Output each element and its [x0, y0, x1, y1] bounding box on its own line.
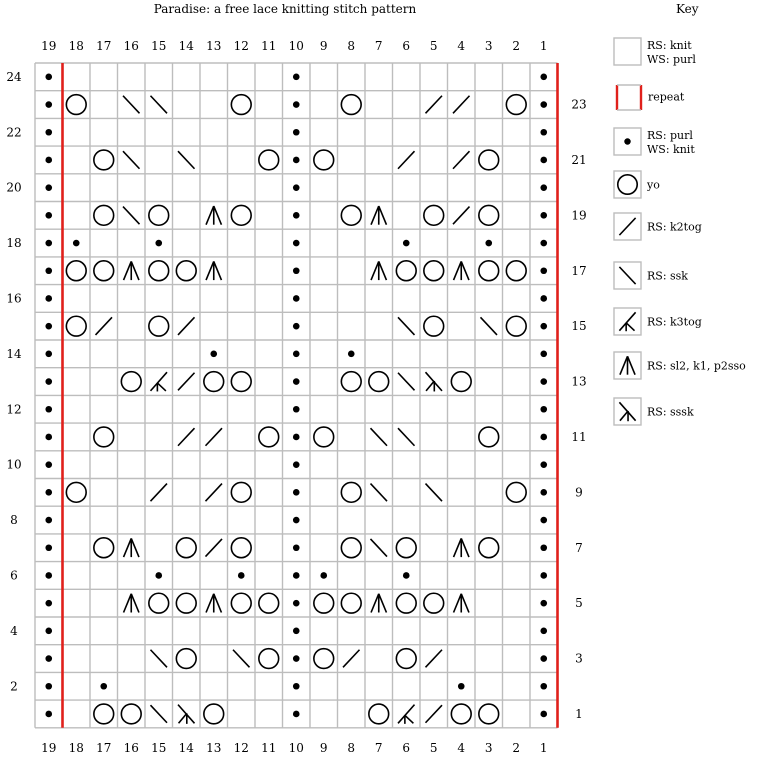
row-number-right: 9 [575, 485, 583, 500]
key-label: WS: purl [647, 53, 696, 66]
key-item-sssk [614, 398, 694, 425]
key-item-sl2-k1-p2sso [614, 352, 746, 379]
column-number: 13 [206, 39, 222, 53]
column-number: 7 [374, 39, 383, 53]
column-number: 17 [96, 740, 112, 755]
row-number-right: 15 [571, 319, 587, 334]
key-label: RS: knit [647, 39, 692, 52]
column-number: 14 [178, 740, 194, 755]
column-number: 5 [429, 740, 438, 755]
column-number: 7 [374, 740, 383, 755]
key-label: RS: sssk [647, 405, 694, 419]
row-number-left: 20 [6, 180, 22, 195]
column-number: 6 [402, 39, 411, 53]
column-number: 16 [123, 740, 139, 755]
row-number-right: 23 [571, 97, 587, 112]
key-label: RS: ssk [647, 269, 688, 283]
column-number: 11 [261, 740, 277, 755]
column-number: 8 [347, 740, 356, 755]
column-number: 10 [288, 740, 304, 755]
row-number-right: 21 [571, 152, 587, 167]
row-number-right: 5 [575, 596, 583, 611]
column-number: 16 [123, 39, 139, 53]
row-number-left: 10 [6, 457, 22, 472]
column-number: 3 [484, 39, 493, 53]
row-number-left: 4 [10, 623, 18, 638]
column-number: 15 [151, 39, 167, 53]
row-number-left: 14 [6, 346, 22, 361]
key-item-k3tog [614, 308, 702, 335]
key-label: repeat [648, 90, 685, 104]
column-number: 1 [539, 740, 548, 755]
key-swatch [614, 38, 641, 65]
key-label: RS: sl2, k1, p2sso [647, 359, 746, 373]
key-label: WS: knit [647, 143, 695, 156]
column-number: 17 [96, 39, 112, 53]
column-number: 2 [512, 39, 521, 53]
row-number-left: 18 [6, 236, 22, 251]
row-number-right: 19 [571, 208, 587, 223]
column-number: 9 [319, 39, 328, 53]
key-label: RS: k3tog [647, 315, 702, 329]
column-number: 13 [206, 740, 222, 755]
row-number-left: 16 [6, 291, 22, 306]
row-number-left: 6 [10, 568, 18, 583]
key-item-repeat [617, 85, 685, 110]
column-number: 4 [457, 740, 466, 755]
row-number-left: 12 [6, 402, 22, 417]
column-number: 10 [288, 39, 304, 53]
row-number-right: 11 [571, 429, 587, 444]
column-number: 18 [68, 740, 84, 755]
column-number: 3 [484, 740, 493, 755]
column-number: 18 [68, 39, 84, 53]
column-number: 14 [178, 39, 194, 53]
row-number-right: 13 [571, 374, 587, 389]
row-number-left: 8 [10, 513, 18, 528]
key-item-yo [614, 171, 660, 198]
row-number-right: 7 [575, 540, 583, 555]
column-number: 19 [41, 740, 57, 755]
key-item-k2tog [614, 213, 702, 240]
row-number-right: 3 [575, 651, 583, 666]
key-title: Key [676, 2, 699, 16]
column-number: 2 [512, 740, 521, 755]
column-number: 6 [402, 740, 411, 755]
row-number-left: 24 [6, 69, 22, 84]
key-label: yo [647, 178, 660, 192]
column-number: 12 [233, 740, 249, 755]
purl-dot-icon [624, 138, 630, 144]
row-number-right: 1 [575, 706, 583, 721]
key-label: RS: k2tog [647, 220, 702, 234]
page-title: Paradise: a free lace knitting stitch pattern [153, 2, 417, 16]
column-number: 8 [347, 39, 356, 53]
column-number: 11 [261, 39, 277, 53]
row-number-left: 22 [6, 125, 22, 140]
column-number: 5 [429, 39, 438, 53]
column-number: 19 [41, 39, 57, 53]
key-item-ssk [614, 262, 688, 289]
key-item-knit [614, 38, 696, 66]
column-number: 12 [233, 39, 249, 53]
row-number-left: 2 [10, 679, 18, 694]
key-item-purl [614, 128, 695, 156]
column-number: 4 [457, 39, 466, 53]
column-number: 1 [539, 39, 548, 53]
row-number-right: 17 [571, 263, 587, 278]
column-number: 15 [151, 740, 167, 755]
column-number: 9 [319, 740, 328, 755]
key-label: RS: purl [647, 129, 693, 142]
